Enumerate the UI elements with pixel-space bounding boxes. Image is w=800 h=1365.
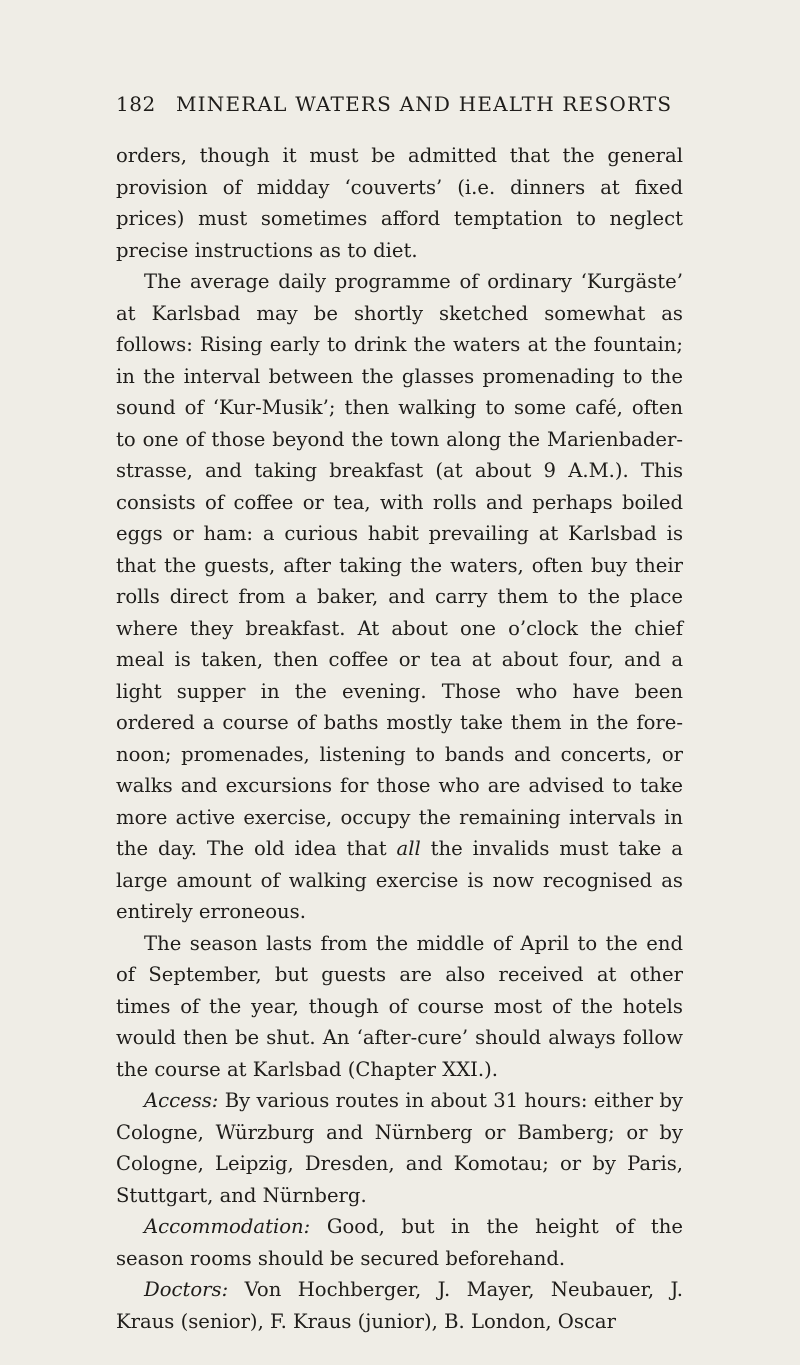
doctors-label: Doctors:	[144, 1278, 229, 1301]
paragraph-access	[116, 1085, 683, 1211]
running-title: MINERAL WATERS AND HEALTH RESORTS	[176, 92, 673, 116]
paragraph-text: orders, though it must be admitted that the general provision of midday ‘couverts’ (i.e. dinners at fixed prices) must sometimes afford temptation to neglect precise instructions as to diet.	[116, 144, 683, 262]
paragraph-text: The season lasts from the middle of April to the end of September, but guests are also received at other times of the year, though of course most of the hotels would then be shut. An ‘after-cure’ should always follow the course at Karlsbad (Chapter XXI.).	[116, 931, 683, 1081]
body-text	[116, 140, 683, 1337]
paragraph-text: the invalids must take a large amount of walking exercise is now recognised as entirely erroneous.	[116, 837, 683, 923]
access-text: By various routes in about 31 hours: either by Cologne, Würzburg and Nürnberg or Bamberg; or by Cologne, Leipzig, Dresden, and Komotau; or by Paris, Stuttgart, and Nürnberg.	[116, 1089, 683, 1207]
paragraph-doctors	[116, 1274, 683, 1337]
paragraph-continuation	[116, 140, 683, 266]
emphasis: all	[396, 837, 421, 860]
accommodation-label: Accommodation:	[144, 1215, 311, 1238]
paragraph-accommodation	[116, 1211, 683, 1274]
paragraph-daily-programme	[116, 266, 683, 928]
doctors-text: Von Hochberger, J. Mayer, Neubauer, J. Kraus (senior), F. Kraus (junior), B. London, Oscar	[116, 1278, 684, 1333]
paragraph-text: The average daily programme of ordinary ‘Kurgäste’ at Karlsbad may be shortly sketched somewhat as follows: Rising early to drink the waters at the fountain; in the interval between the glasses promenading to the sound of ‘Kur-Musik’; then walking to some café, often to one of those beyond the town along the Marienbader-strasse, and taking breakfast (at about 9 A.M.). This consists of coffee or tea, with rolls and perhaps boiled eggs or ham: a curious habit prevailing at Karlsbad is that the guests, after taking the waters, often buy their rolls direct from a baker, and carry them to the place where they breakfast. At about one o’clock the chief meal is taken, then coffee or tea at about four, and a light supper in the evening. Those who have been ordered a course of baths mostly take them in the fore-noon; promenades, listening to bands and concerts, or walks and excursions for those who are advised to take more active exercise, occupy the remaining intervals in the day. The old idea that	[116, 270, 683, 860]
running-header	[116, 92, 676, 122]
page-number: 182	[116, 92, 156, 116]
paragraph-season	[116, 928, 683, 1086]
accommodation-text: Good, but in the height of the season rooms should be secured beforehand.	[116, 1215, 683, 1270]
access-label: Access:	[144, 1089, 219, 1112]
